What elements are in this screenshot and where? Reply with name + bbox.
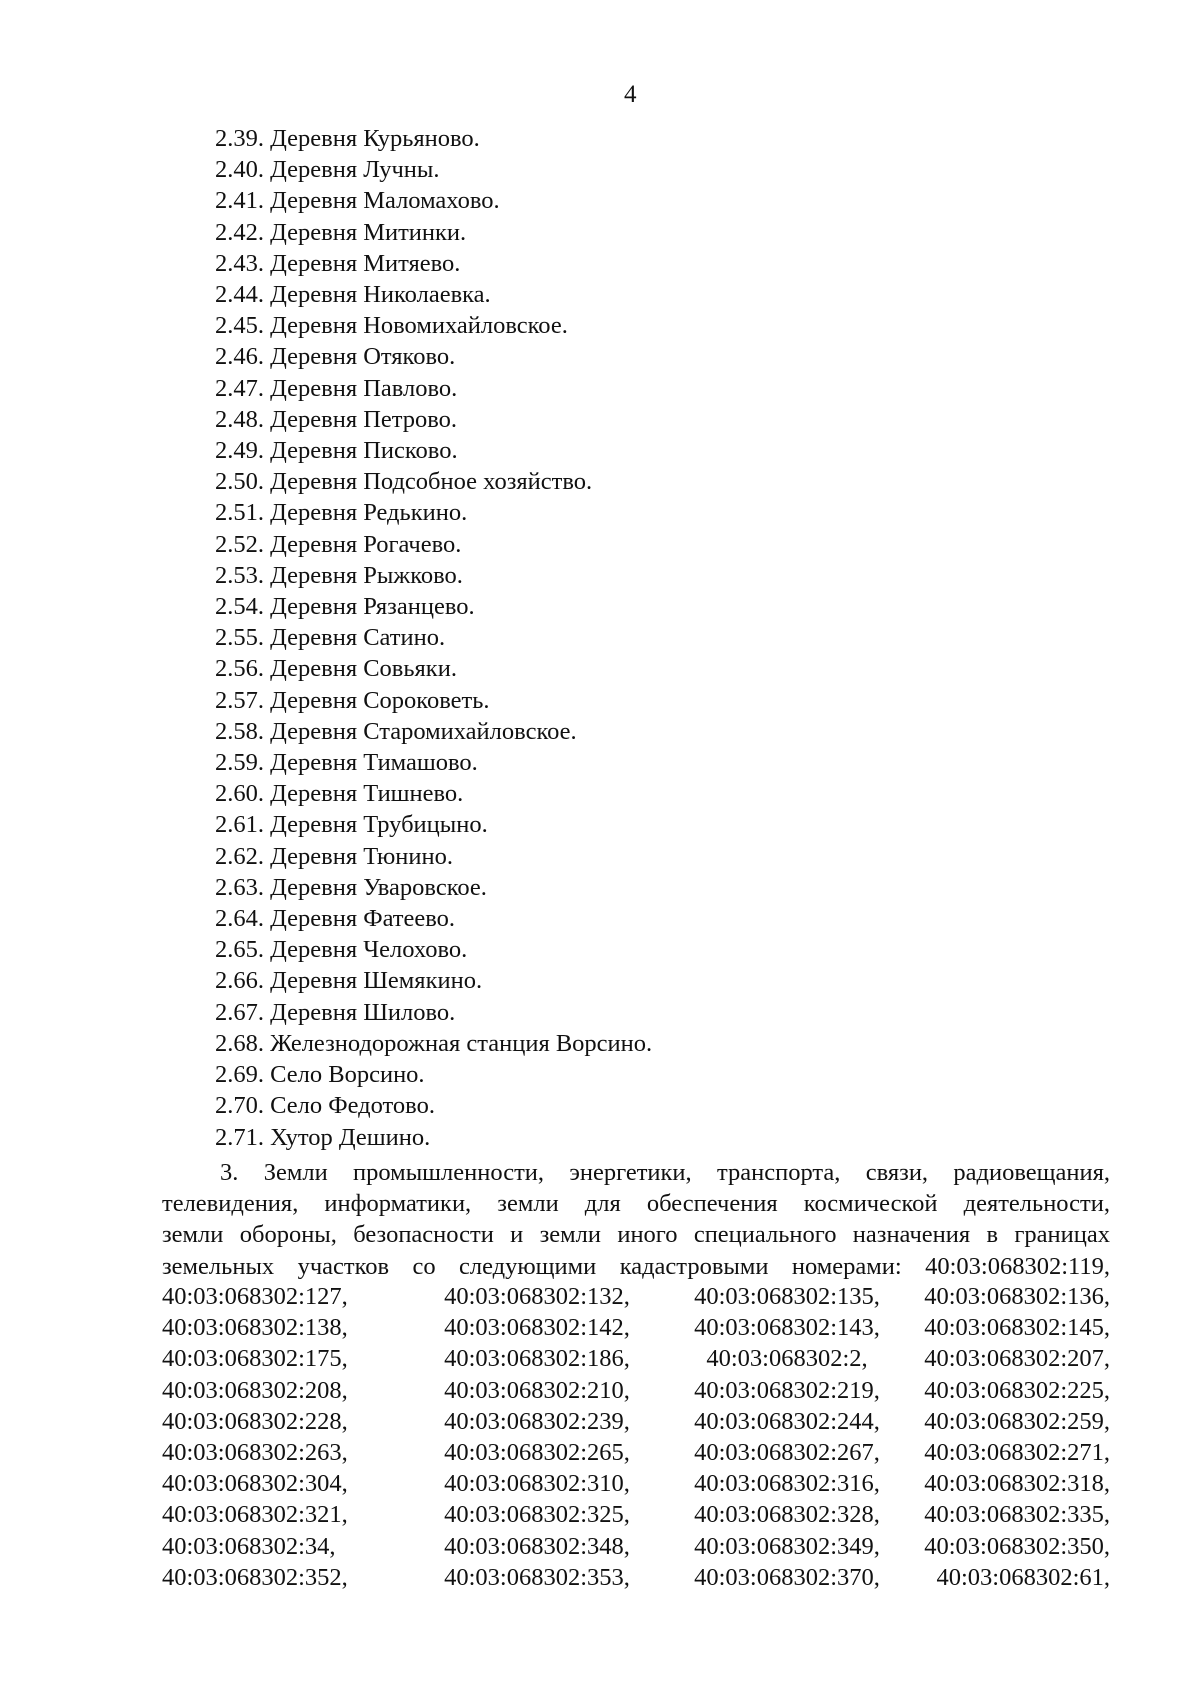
cadastral-number: 40:03:068302:244,: [694, 1407, 880, 1435]
cadastral-number: 40:03:068302:316,: [694, 1470, 880, 1498]
settlement-item: 2.50. Деревня Подсобное хозяйство.: [215, 468, 593, 496]
section-3-line: земельных участков со следующими кадастровыми номерами: 40:03:068302:119,: [162, 1252, 1110, 1280]
settlement-item: 2.55. Деревня Сатино.: [215, 624, 446, 652]
cadastral-row: [162, 1406, 1110, 1437]
cadastral-number: 40:03:068302:318,: [924, 1470, 1110, 1498]
cadastral-row: [162, 1468, 1110, 1499]
cadastral-number: 40:03:068302:370,: [694, 1563, 880, 1591]
settlement-item: 2.54. Деревня Рязанцево.: [215, 593, 475, 621]
cadastral-row: [162, 1312, 1110, 1343]
cadastral-number: 40:03:068302:239,: [444, 1407, 630, 1435]
cadastral-number: 40:03:068302:207,: [924, 1345, 1110, 1373]
cadastral-number: 40:03:068302:138,: [162, 1314, 348, 1342]
settlement-item: 2.40. Деревня Лучны.: [215, 156, 440, 184]
cadastral-number: 40:03:068302:328,: [694, 1501, 880, 1529]
settlement-item: 2.53. Деревня Рыжково.: [215, 561, 463, 589]
cadastral-number: 40:03:068302:259,: [924, 1407, 1110, 1435]
settlement-item: 2.41. Деревня Маломахово.: [215, 187, 500, 215]
cadastral-number: 40:03:068302:219,: [694, 1376, 880, 1404]
settlement-item: 2.66. Деревня Шемякино.: [215, 967, 483, 995]
section-3-paragraph: [162, 1157, 1110, 1282]
settlement-item: 2.39. Деревня Курьяново.: [215, 125, 480, 152]
cadastral-number: 40:03:068302:304,: [162, 1470, 348, 1498]
cadastral-number: 40:03:068302:349,: [694, 1532, 880, 1560]
section-3-line: земли обороны, безопасности и земли иного специального назначения в границах: [162, 1221, 1110, 1249]
cadastral-number: 40:03:068302:265,: [444, 1439, 630, 1467]
settlement-item: 2.60. Деревня Тишнево.: [215, 780, 464, 808]
settlement-item: 2.65. Деревня Челохово.: [215, 936, 468, 964]
cadastral-row: [162, 1562, 1110, 1593]
settlement-item: 2.44. Деревня Николаевка.: [215, 281, 491, 309]
section-3-line: телевидения, информатики, земли для обеспечения космической деятельности,: [162, 1190, 1110, 1218]
settlement-item: 2.49. Деревня Писково.: [215, 437, 458, 465]
settlement-item: 2.42. Деревня Митинки.: [215, 218, 467, 246]
settlement-item: 2.71. Хутор Дешино.: [215, 1123, 431, 1151]
settlement-item: 2.63. Деревня Уваровское.: [215, 873, 487, 901]
settlement-list: [215, 123, 652, 1153]
cadastral-number: 40:03:068302:142,: [444, 1314, 630, 1342]
cadastral-number: 40:03:068302:321,: [162, 1501, 348, 1529]
settlement-item: 2.48. Деревня Петрово.: [215, 405, 458, 433]
cadastral-number: 40:03:068302:225,: [924, 1376, 1110, 1404]
settlement-item: 2.58. Деревня Старомихайловское.: [215, 717, 577, 745]
cadastral-number: 40:03:068302:208,: [162, 1376, 348, 1404]
cadastral-number-table: [162, 1281, 1110, 1593]
cadastral-row: [162, 1343, 1110, 1374]
settlement-item: 2.64. Деревня Фатеево.: [215, 905, 456, 933]
settlement-item: 2.59. Деревня Тимашово.: [215, 749, 478, 777]
cadastral-number: 40:03:068302:350,: [924, 1532, 1110, 1560]
cadastral-number: 40:03:068302:34,: [162, 1532, 336, 1560]
cadastral-row: [162, 1281, 1110, 1312]
cadastral-number: 40:03:068302:228,: [162, 1407, 348, 1435]
cadastral-number: 40:03:068302:267,: [694, 1439, 880, 1467]
settlement-item: 2.61. Деревня Трубицыно.: [215, 811, 488, 839]
settlement-item: 2.52. Деревня Рогачево.: [215, 530, 462, 558]
cadastral-number: 40:03:068302:348,: [444, 1532, 630, 1560]
cadastral-number: 40:03:068302:335,: [924, 1501, 1110, 1529]
cadastral-number: 40:03:068302:310,: [444, 1470, 630, 1498]
cadastral-row: [162, 1499, 1110, 1530]
cadastral-number: 40:03:068302:136,: [924, 1283, 1110, 1310]
settlement-item: 2.51. Деревня Редькино.: [215, 499, 468, 527]
settlement-item: 2.68. Железнодорожная станция Ворсино.: [215, 1029, 653, 1057]
cadastral-number: 40:03:068302:135,: [694, 1283, 880, 1310]
cadastral-number: 40:03:068302:127,: [162, 1283, 348, 1310]
cadastral-number: 40:03:068302:175,: [162, 1345, 348, 1373]
cadastral-number: 40:03:068302:263,: [162, 1439, 348, 1467]
cadastral-number: 40:03:068302:352,: [162, 1563, 348, 1591]
cadastral-row: [162, 1531, 1110, 1562]
section-3-line: 3. Земли промышленности, энергетики, транспорта, связи, радиовещания,: [220, 1159, 1110, 1186]
cadastral-number: 40:03:068302:2,: [706, 1345, 868, 1373]
settlement-item: 2.67. Деревня Шилово.: [215, 998, 456, 1026]
settlement-item: 2.57. Деревня Сороковеть.: [215, 686, 490, 714]
cadastral-number: 40:03:068302:210,: [444, 1376, 630, 1404]
cadastral-number: 40:03:068302:353,: [444, 1563, 630, 1591]
cadastral-row: [162, 1375, 1110, 1406]
cadastral-number: 40:03:068302:61,: [936, 1563, 1110, 1591]
settlement-item: 2.70. Село Федотово.: [215, 1092, 435, 1120]
settlement-item: 2.43. Деревня Митяево.: [215, 249, 461, 277]
settlement-item: 2.69. Село Ворсино.: [215, 1061, 425, 1089]
settlement-item: 2.47. Деревня Павлово.: [215, 374, 458, 402]
page-number: 4: [624, 81, 637, 108]
cadastral-number: 40:03:068302:325,: [444, 1501, 630, 1529]
cadastral-number: 40:03:068302:143,: [694, 1314, 880, 1342]
cadastral-number: 40:03:068302:271,: [924, 1439, 1110, 1467]
cadastral-number: 40:03:068302:145,: [924, 1314, 1110, 1342]
cadastral-number: 40:03:068302:186,: [444, 1345, 630, 1373]
settlement-item: 2.62. Деревня Тюнино.: [215, 842, 453, 870]
settlement-item: 2.46. Деревня Отяково.: [215, 343, 456, 371]
cadastral-number: 40:03:068302:132,: [444, 1283, 630, 1310]
settlement-item: 2.56. Деревня Совьяки.: [215, 655, 457, 683]
cadastral-row: [162, 1437, 1110, 1468]
settlement-item: 2.45. Деревня Новомихайловское.: [215, 312, 568, 340]
